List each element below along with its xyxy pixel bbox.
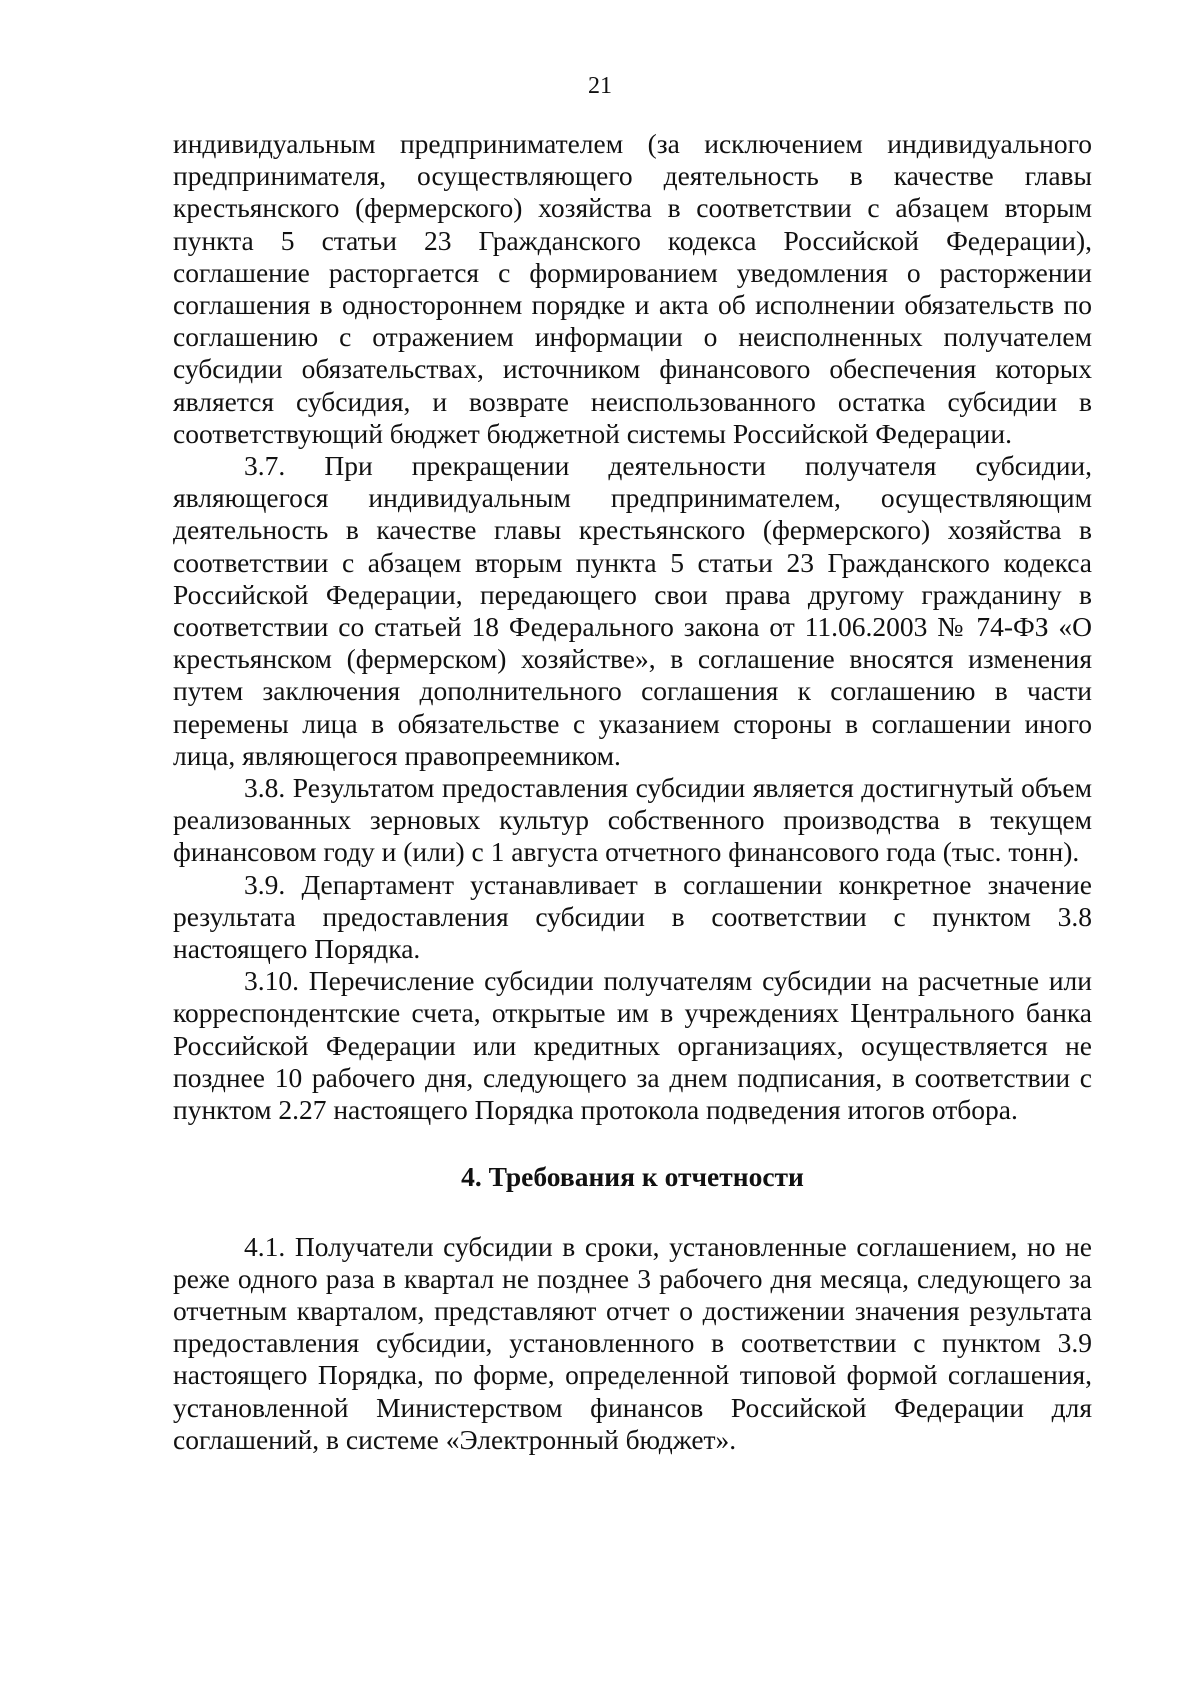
paragraph-3-9: 3.9. Департамент устанавливает в соглашении конкретное значение результата предоставления субсидии в соответствии с пунктом 3.8 настоящего Порядка. [173,868,1092,965]
paragraph-4-1: 4.1. Получатели субсидии в сроки, установленные соглашением, но не реже одного раза в квартал не позднее 3 рабочего дня месяца, следующего за отчетным кварталом, представляют отчет о достижении значения результата предоставления субсидии, установленного в соответствии с пунктом 3.9 настоящего Порядка, по форме, определенной типовой формой соглашения, установленной Министерством финансов Российской Федерации для соглашений, в системе «Электронный бюджет». [173,1230,1092,1455]
page-number: 21 [588,73,612,99]
paragraph-3-8: 3.8. Результатом предоставления субсидии является достигнутый объем реализованных зерновых культур собственного производства в текущем финансовом году и (или) с 1 августа отчетного финансового года (тыс. тонн). [173,772,1092,868]
paragraph-3-7: 3.7. При прекращении деятельности получателя субсидии, являющегося индивидуальным предпринимателем, осуществляющим деятельность в качестве главы крестьянского (фермерского) хозяйства в соответствии с абзацем вторым пункта 5 статьи 23 Гражданского кодекса Российской Федерации, передающего свои права другому гражданину в соответствии со статьей 18 Федерального закона от 11.06.2003 № 74-ФЗ «О крестьянском (фермерском) хозяйстве», в соглашение вносятся изменения путем заключения дополнительного соглашения к соглашению в части перемены лица в обязательстве с указанием стороны в соглашении иного лица, являющегося правопреемником. [173,450,1092,771]
paragraph-continuation: индивидуальным предпринимателем (за исключением индивидуального предпринимателя, осуществляющего деятельность в качестве главы крестьянского (фермерского) хозяйства в соответствии с абзацем вторым пункта 5 статьи 23 Гражданского кодекса Российской Федерации), соглашение расторгается с формированием уведомления о расторжении соглашения в одностороннем порядке и акта об исполнении обязательств по соглашению с отражением информации о неисполненных получателем субсидии обязательствах, источником финансового обеспечения которых является субсидия, и возврате неиспользованного остатка субсидии в соответствующий бюджет бюджетной системы Российской Федерации. [173,128,1092,449]
document-body [173,128,1092,1456]
section-heading: 4. Требования к отчетности [461,1161,804,1193]
paragraph-3-10: 3.10. Перечисление субсидии получателям субсидии на расчетные или корреспондентские счета, открытые им в учреждениях Центрального банка Российской Федерации или кредитных организациях, осуществляется не позднее 10 рабочего дня, следующего за днем подписания, в соответствии с пунктом 2.27 настоящего Порядка протокола подведения итогов отбора. [173,965,1092,1126]
